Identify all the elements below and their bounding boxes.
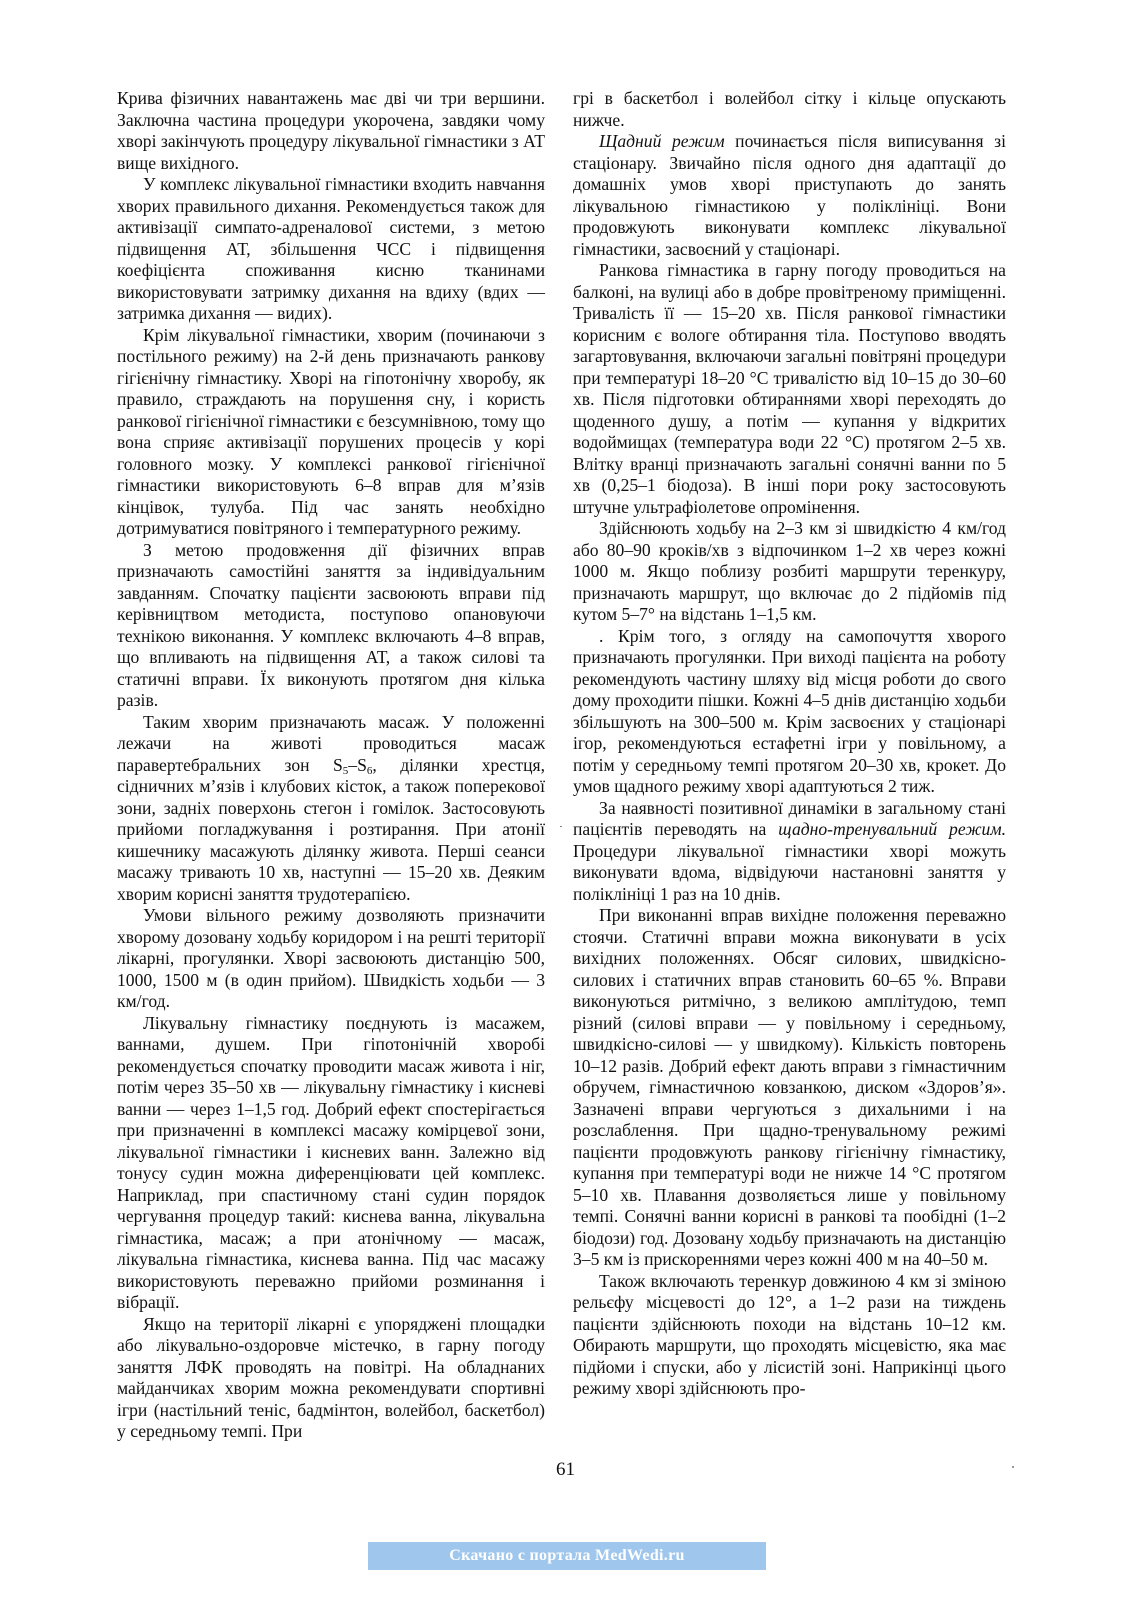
paragraph-continued: грі в баскетбол і волейбол сітку і кільце опускають нижче. [573, 88, 1006, 130]
paragraph-free-regime: Умови вільного режиму дозволяють призначити хворому дозовану ходьбу коридором і на решті території лікарні, прогулянки. Хворі засвоюють дистанцію 500, 1000, 1500 м (в один прийом). Швидкість ходьби — 3 км/год. [117, 905, 545, 1011]
paragraph-walks: . Крім того, з огляду на самопочуття хворого призначають прогулянки. При виході пацієнта на роботу рекомендують частину шляху від місця роботи до свого дому проходити пішки. Кожні 4–5 днів дистанцію ходьби збільшують на 300–500 м. Крім засвоєних у стаціонарі ігор, рекомендуються естафетні ігри у повільному, а потім у середньому темпі протягом 20–30 хв, крокет. До умов щадного режиму хворі адаптуються 2 тиж. [573, 625, 1006, 796]
scan-speck [560, 826, 562, 827]
paragraph-sparing-regime: Щадний режим починається після виписування зі стаціонару. Звичайно після одного дня адаптації до домашніх умов хворі приступають до занять лікувальною гімнастикою у поліклініці. Вони продовжують виконувати комплекс лікувальної гімнастики, засвоєний у стаціонарі. [573, 131, 1006, 259]
paragraph-training-regime: За наявності позитивної динаміки в загальному стані пацієнтів переводять на щадно-тренувальний режим. Процедури лікувальної гімнастики хворі можуть виконувати вдома, відвідуючи настановні заняття у поліклініці 1 раз на 10 днів. [573, 797, 1006, 904]
emphasis-term: щадно-тренувальний режим. [778, 819, 1006, 839]
paragraph-morning-hardening: Ранкова гімнастика в гарну погоду проводиться на балконі, на вулиці або в добре провітреному приміщенні. Тривалість її — 15–20 хв. Після ранкової гімнастики корисним є вологе обтирання тіла. Поступово вводять загартовування, включаючи загальні повітряні процедури при температурі 18–20 °C тривалістю від 10–15 до 30–60 хв. Після підготовки обтираннями хворі переходять до щоденного душу, а потім — купання у відкритих водоймищах (температура води 22 °C) протягом 2–5 хв. Влітку вранці призначають загальні сонячні ванни по 5 хв (0,25–1 біодоза). В інші пори року застосовують штучне ультрафіолетове опромінення. [573, 260, 1006, 517]
paragraph-massage: Таким хворим призначають масаж. У положенні лежачи на животі проводиться масаж паравертебральних зон $S_5-S_6$, ділянки хрестця, сідничних м’язів і клубових кісток, а також поперекової зони, задніх поверхонь стегон і гомілок. Застосовують прийоми погладжування і розтирання. При атонії кишечнику масажують ділянку живота. Перші сеанси масажу тривають 10 хв, наступні — 15–20 хв. Деяким хворим корисні заняття трудотерапією. [117, 711, 545, 904]
paragraph-independent-exercises: З метою продовження дії фізичних вправ призначають самостійні заняття за індивідуальним завданням. Спочатку пацієнти засвоюють вправи під керівництвом методиста, поступово опановуючи технікою виконання. У комплекс включають 4–8 вправ, що впливають на підвищення АТ, а також силові та статичні вправи. Їх виконують протягом дня кілька разів. [117, 539, 545, 710]
paragraph-terrenkur: Також включають теренкур довжиною 4 км зі зміною рельєфу місцевості до 12°, а 1–2 рази на тиждень пацієнти здійснюють походи на відстань 10–12 км. Обирають маршрути, що проходять місцевістю, яка має підйоми і спуски, або у лісистій зоні. Наприкінці цього режиму хворі здійснюють про- [573, 1270, 1006, 1398]
paragraph-breathing: У комплекс лікувальної гімнастики входить навчання хворих правильного дихання. Рекомендується також для активізації симпато-адреналової системи, з метою підвищення АТ, збільшення ЧСС і підвищення коефіцієнта споживання кисню тканинами використовувати затримку дихання на вдиху (вдих — затримка дихання — видих). [117, 174, 545, 323]
watermark-banner: Скачано с портала MedWedi.ru [368, 1542, 766, 1570]
paragraph-walking: Здійснюють ходьбу на 2–3 км зі швидкістю 4 км/год або 80–90 кроків/хв з відпочинком 1–2 хв через кожні 1000 м. Якщо поблизу розбиті маршрути теренкуру, призначають маршрут, що включає до 2 підйомів під кутом 5–7° на відстань 1–1,5 км. [573, 518, 1006, 624]
right-column [573, 88, 1006, 1400]
scan-speck [1012, 1466, 1014, 1468]
emphasis-term: Щадний режим [599, 131, 725, 151]
paragraph-outdoor-sessions: Якщо на території лікарні є упоряджені площадки або лікувально-оздоровче містечко, в гарну погоду заняття ЛФК проводять на повітрі. На обладнаних майданчиках хворим можна рекомендувати спортивні ігри (настільний теніс, бадмінтон, волейбол, баскетбол) у середньому темпі. При [117, 1313, 545, 1441]
page-number: 61 [556, 1459, 575, 1480]
paragraph-exercise-positions: При виконанні вправ вихідне положення переважно стоячи. Статичні вправи можна виконувати в усіх вихідних положеннях. Обсяг силових, швидкісно-силових і статичних вправ становить 60–65 %. Вправи виконуються ритмічно, з великою амплітудою, темп різний (силові вправи — у повільному і середньому, швидкісно-силові — у швидкому). Кількість повторень 10–12 разів. Добрий ефект дають вправи з гімнастичним обручем, гімнастичною ковзанкою, диском «Здоров’я». Зазначені вправи чергуються з дихальними і на розслаблення. При щадно-тренувальному режимі пацієнти продовжують ранкову гігієнічну гімнастику, купання при температурі води не нижче 14 °C протягом 5–10 хв. Плавання дозволяється лише у повільному темпі. Сонячні ванни корисні в ранкові та пообідні (1–2 біодози) год. Дозовану ходьбу призначають на дистанцію 3–5 км із прискореннями через кожні 400 м на 40–50 м. [573, 905, 1006, 1269]
paragraph-morning-gymnastics: Крім лікувальної гімнастики, хворим (починаючи з постільного режиму) на 2-й день призначають ранкову гігієнічну гімнастику. Хворі на гіпотонічну хворобу, як правило, страждають на порушення сну, і користь ранкової гігієнічної гімнастики є безсумнівною, тому що вона сприяє активізації порушених процесів у корі головного мозку. У комплексі ранкової гігієнічної гімнастики використовують 6–8 вправ для м’язів кінцівок, тулуба. Під час занять необхідно дотримуватися повітряного і температурного режиму. [117, 324, 545, 538]
paragraph-continued: Крива фізичних навантажень має дві чи три вершини. Заключна частина процедури укорочена, завдяки чому хворі закінчують процедуру лікувальної гімнастики з АТ вище вихідного. [117, 88, 545, 173]
paragraph-combined-procedures: Лікувальну гімнастику поєднують із масажем, ваннами, душем. При гіпотонічній хворобі рекомендується спочатку проводити масаж живота і ніг, потім через 35–50 хв — лікувальну гімнастику і кисневі ванни — через 1–1,5 год. Добрий ефект спостерігається при призначенні в комплексі масажу комірцевої зони, лікувальної гімнастики і кисневих ванн. Залежно від тонусу судин можна диференціювати цей комплекс. Наприклад, при спастичному стані судин порядок чергування процедур такий: киснева ванна, лікувальна гімнастика, масаж; а при атонічному — масаж, лікувальна гімнастика, киснева ванна. Під час масажу використовують переважно прийоми розминання і вібрації. [117, 1012, 545, 1312]
left-column [117, 88, 545, 1443]
